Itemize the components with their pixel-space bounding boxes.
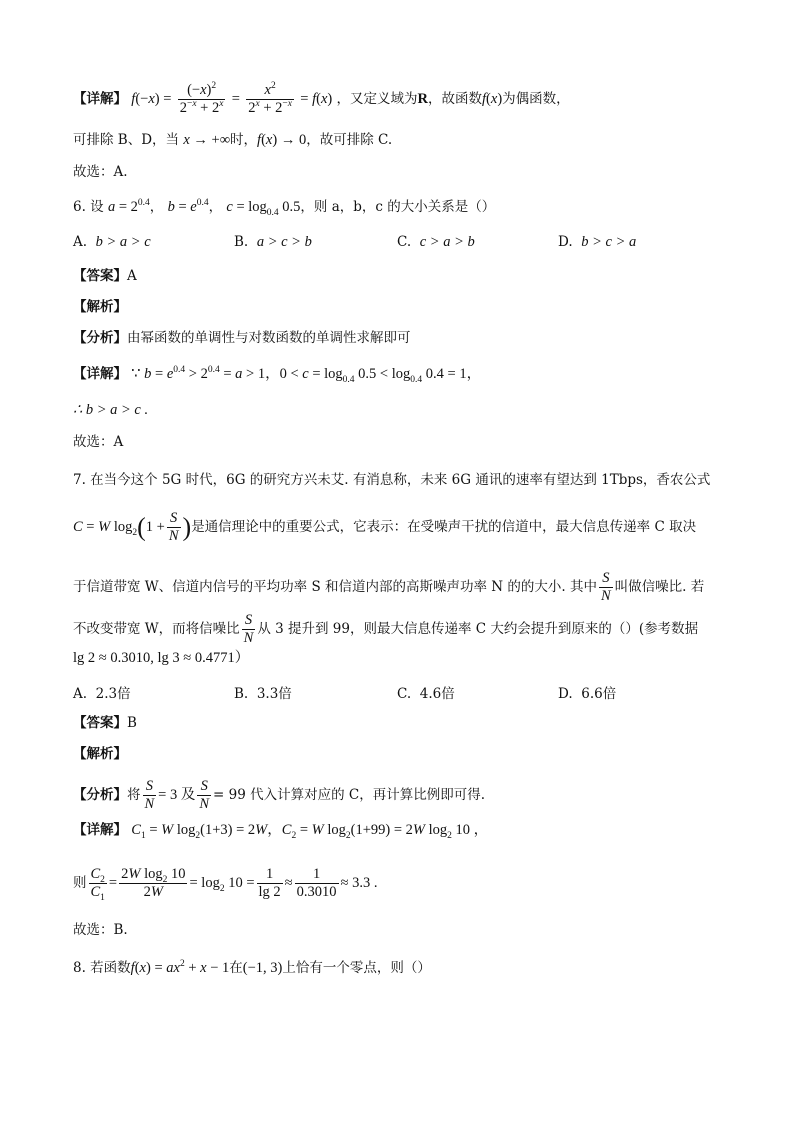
q7-option-d: D. 6.6倍 [558,686,617,702]
q6-conclusion: ∴ b > a > c . [73,402,149,418]
exclude-text3: ，故可排除 C. [306,132,393,148]
detail-tail2: ，故函数 [428,91,483,107]
q7-option-c: C. 4.6倍 [397,686,455,702]
formula-f-neg-x: f [131,91,136,107]
q6-analysis: 【解析】 [73,299,127,315]
option-expr: b > c > a [581,234,637,250]
answer-value: A [127,268,137,284]
q6-num: 6. 设 [73,199,104,215]
q6-tail: ，则 a，b，c 的大小关系是（） [300,199,496,215]
q7-ratio: 则 $\frac{C_2}{C_1}$ = $\frac{2W \log_2 10}{2W}$ = $\log_2 10$ = $\frac{1}{\lg 2}$ ≈ $\frac{1}{0.3010}$ ≈ 3.3 . [73,866,378,903]
choose-q5: 故选：A. [73,164,128,180]
fraction-2: $\frac{x^2}{2^x + 2^{-x}}$ [248,81,292,116]
q7-line2: 是通信理论中的重要公式，它表示：在受噪声干扰的信道中，最大信息传递率 C 取决 [191,519,697,535]
detail-tail: ，又定义域为 [336,91,418,107]
q6-detail: 【详解】 ∵ $b = e^{0.4} > 2^{0.4} = a > 1$，$0 < c = \log_{0.4} 0.5 < \log_{0.4} 0.4 = 1$， [73,365,482,385]
sep: ， [208,199,223,215]
fraction-1: $\frac{(-x)^2}{2^{-x} + 2^x}$ [179,81,224,116]
option-expr: a > c > b [256,234,312,250]
option-expr: c > a > b [419,234,475,250]
q7-line4: 不改变带宽 W，而将信噪比 $\frac{S}{N}$ 从 3 提升到 99，则最大信息传递率 C 大约会提升到原来的（）(参考数据 [73,612,699,646]
q7-line1: 7. 在当今这个 5G 时代，6G 的研究方兴未艾. 有消息称，未来 6G 通讯的速率有望达到 1Tbps，香农公式 [73,472,711,488]
answer-tag: 【答案】 [73,268,127,284]
q7-option-a: A. 2.3倍 [73,686,131,702]
option-expr: b > a > c [95,234,151,250]
answer-value: B [127,715,137,731]
q7-analysis: 【解析】 [73,746,127,762]
shannon-formula: C = W $\log_2$ [73,519,138,538]
detail-tail3: 为偶函数， [502,91,570,107]
fenxi-text: 由幂函数的单调性与对数函数的单调性求解即可 [127,330,411,346]
q7-formula-line: C = W $\log_2(1$ + $\frac{S}{N}$ )是通信理论中的重要公式，它表示：在受噪声干扰的信道中，最大信息传递率 C 取决 [73,510,697,544]
q6-option-c: C. c > a > b [397,234,475,250]
q6-choose: 故选：A [73,434,124,450]
q6-option-b: B. a > c > b [234,234,312,250]
q6-stem: 6. 设 $a = 2^{0.4}$， $b = e^{0.4}$， $c = \log_{0.4} 0.5$，则 a，b，c 的大小关系是（） [73,198,496,218]
sep: ， [149,199,164,215]
q6-fenxi: 【分析】由幂函数的单调性与对数函数的单调性求解即可 [73,330,411,346]
q6-option-a: A. b > a > c [73,234,151,250]
q7-detail: 【详解】 $C_1 = W$ $\log_2(1+3) = 2W$，$C_2 = W$ $\log_2(1+99) = 2W$ $\log_2 10$ ， [73,822,489,841]
q7-fenxi: 【分析】将 $\frac{S}{N}$ = 3 及 $\frac{S}{N}$ = 99 代入计算对应的 C，再计算比例即可得. [73,778,486,812]
exclude-q5-line: 可排除 B、D，当 x → +∞时，f(x) → 0，故可排除 C. [73,132,393,148]
detail-q5-line: 【详解】 f(−x) = $\frac{(-x)^2}{2^{-x} + 2^x}$ = $\frac{x^2}{2^x + 2^{-x}}$ = f(x) ，又定义域为R，故函数f(x)为偶函数， [73,81,570,116]
q7-choose: 故选：B. [73,922,128,938]
q7-answer: 【答案】B [73,715,137,731]
q8-stem: 8. 若函数$f(x) = ax^2 + x - 1$在(−1, 3)上恰有一个零点，则（） [73,959,431,976]
q7-line3: 于信道带宽 W、信道内信号的平均功率 S 和信道内部的高斯噪声功率 N 的的大小. 其中 $\frac{S}{N}$ 叫做信噪比. 若 [73,570,705,604]
exclude-text2: 时， [230,132,258,148]
q6-option-d: D. b > c > a [558,234,637,250]
q7-option-b: B. 3.3倍 [234,686,292,702]
real-set-R: R [417,91,429,107]
detail-tag: 【详解】 [73,91,127,107]
exclude-text1: 可排除 B、D，当 [73,132,180,148]
q6-answer [73,266,137,286]
q7-reference: lg 2 ≈ 0.3010, lg 3 ≈ 0.4771） [73,650,250,666]
